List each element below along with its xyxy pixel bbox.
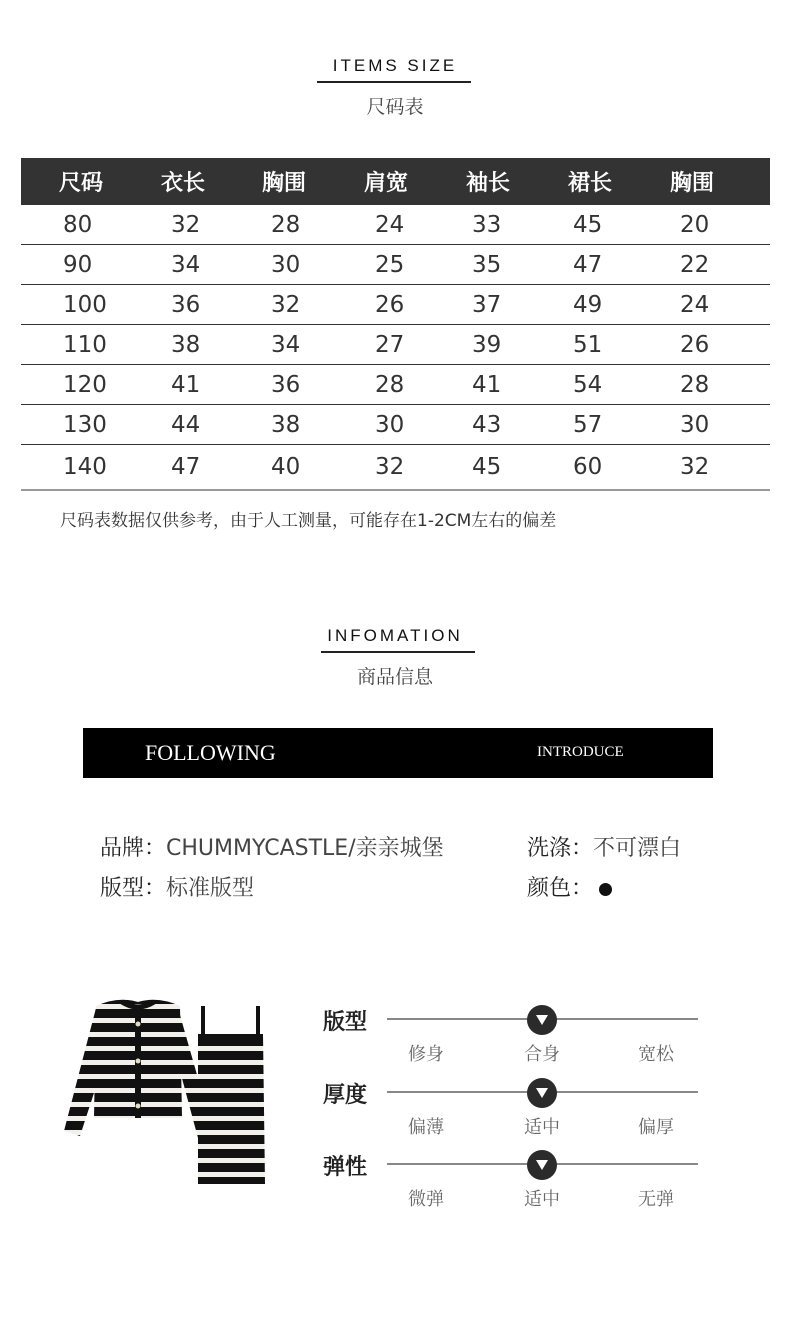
table-cell: 90: [63, 251, 93, 278]
table-cell: 51: [573, 331, 603, 358]
table-cell: 26: [375, 291, 405, 318]
table-cell: 24: [375, 211, 405, 238]
color-swatch: [599, 883, 612, 896]
scale-option: 适中: [524, 1189, 560, 1210]
color-info: [527, 871, 612, 902]
table-cell: 60: [573, 454, 603, 480]
table-cell: 27: [375, 331, 405, 358]
table-cell: 47: [171, 454, 201, 480]
brand-info: [100, 831, 444, 862]
wash-value: 不可漂白: [593, 836, 682, 861]
scale-marker-icon: [527, 1005, 557, 1035]
attribute-label: 弹性: [323, 1155, 368, 1180]
brand-value: CHUMMYCASTLE/亲亲城堡: [166, 836, 444, 861]
wash-label: 洗涤：: [527, 836, 594, 861]
column-header: 肩宽: [364, 171, 409, 196]
table-cell: 130: [63, 411, 107, 438]
brand-label: 品牌：: [100, 836, 167, 861]
column-header: 尺码: [59, 171, 104, 196]
table-cell: 28: [680, 371, 710, 398]
size-section-subtitle: 尺码表: [366, 96, 424, 118]
scale-option: 偏厚: [638, 1117, 674, 1138]
product-image: [58, 996, 273, 1186]
size-table: [21, 158, 770, 491]
table-cell: 41: [472, 371, 502, 398]
table-header: [21, 158, 770, 205]
intro-banner: [83, 728, 713, 778]
table-cell: 32: [171, 211, 201, 238]
column-header: 衣长: [161, 171, 206, 196]
wash-info: [527, 831, 681, 862]
scale-option: 合身: [524, 1044, 560, 1065]
table-cell: 24: [680, 291, 710, 318]
column-header: 胸围: [262, 171, 307, 196]
table-cell: 34: [171, 251, 201, 278]
banner-introduce: INTRODUCE: [537, 744, 624, 760]
banner-following: FOLLOWING: [145, 740, 276, 765]
table-cell: 54: [573, 371, 603, 398]
fit-value: 标准版型: [166, 876, 255, 901]
table-row: [21, 285, 770, 325]
title-divider: [317, 81, 471, 83]
fit-info: [100, 871, 254, 902]
table-row: [21, 405, 770, 445]
table-cell: 120: [63, 371, 107, 398]
color-label: 颜色：: [527, 876, 594, 901]
table-cell: 49: [573, 291, 603, 318]
table-row: [21, 445, 770, 491]
scale-marker-icon: [527, 1078, 557, 1108]
table-cell: 47: [573, 251, 603, 278]
table-cell: 26: [680, 331, 710, 358]
table-cell: 33: [472, 211, 502, 238]
table-cell: 30: [271, 251, 301, 278]
scale-option: 宽松: [638, 1044, 674, 1065]
column-header: 胸围: [670, 171, 715, 196]
attribute-label: 厚度: [323, 1083, 368, 1108]
table-cell: 30: [680, 411, 710, 438]
table-cell: 43: [472, 411, 502, 438]
table-row: [21, 245, 770, 285]
table-cell: 25: [375, 251, 405, 278]
size-section-title: ITEMS SIZE: [332, 56, 458, 75]
table-cell: 32: [680, 454, 710, 480]
scale-option: 偏薄: [408, 1117, 444, 1138]
scale-option: 无弹: [638, 1189, 674, 1210]
scale-option: 适中: [524, 1117, 560, 1138]
column-header: 袖长: [466, 171, 511, 196]
table-cell: 110: [63, 331, 107, 358]
table-cell: 80: [63, 211, 93, 238]
table-cell: 30: [375, 411, 405, 438]
table-cell: 57: [573, 411, 603, 438]
table-row: [21, 205, 770, 245]
table-cell: 38: [271, 411, 301, 438]
table-cell: 34: [271, 331, 301, 358]
table-cell: 28: [271, 211, 301, 238]
fit-label: 版型：: [100, 876, 167, 901]
table-cell: 32: [375, 454, 405, 480]
table-cell: 37: [472, 291, 502, 318]
table-cell: 41: [171, 371, 201, 398]
table-cell: 38: [171, 331, 201, 358]
table-cell: 45: [573, 211, 603, 238]
table-cell: 36: [271, 371, 301, 398]
scale-option: 修身: [408, 1044, 444, 1065]
table-row: [21, 365, 770, 405]
table-cell: 44: [171, 411, 201, 438]
table-cell: 39: [472, 331, 502, 358]
column-header: 裙长: [568, 171, 613, 196]
scale-marker-icon: [527, 1150, 557, 1180]
scale-option: 微弹: [408, 1189, 444, 1210]
info-section-subtitle: 商品信息: [356, 666, 433, 688]
table-cell: 36: [171, 291, 201, 318]
table-cell: 140: [63, 454, 107, 480]
table-cell: 100: [63, 291, 107, 318]
table-cell: 32: [271, 291, 301, 318]
info-section-title: INFOMATION: [327, 626, 463, 645]
table-cell: 28: [375, 371, 405, 398]
table-cell: 45: [472, 454, 502, 480]
attribute-label: 版型: [323, 1010, 368, 1035]
title-divider: [321, 651, 475, 653]
table-cell: 20: [680, 211, 710, 238]
table-cell: 40: [271, 454, 301, 480]
table-cell: 22: [680, 251, 710, 278]
size-note: 尺码表数据仅供参考，由于人工测量，可能存在1-2CM左右的偏差: [60, 511, 557, 531]
table-row: [21, 325, 770, 365]
table-cell: 35: [472, 251, 502, 278]
